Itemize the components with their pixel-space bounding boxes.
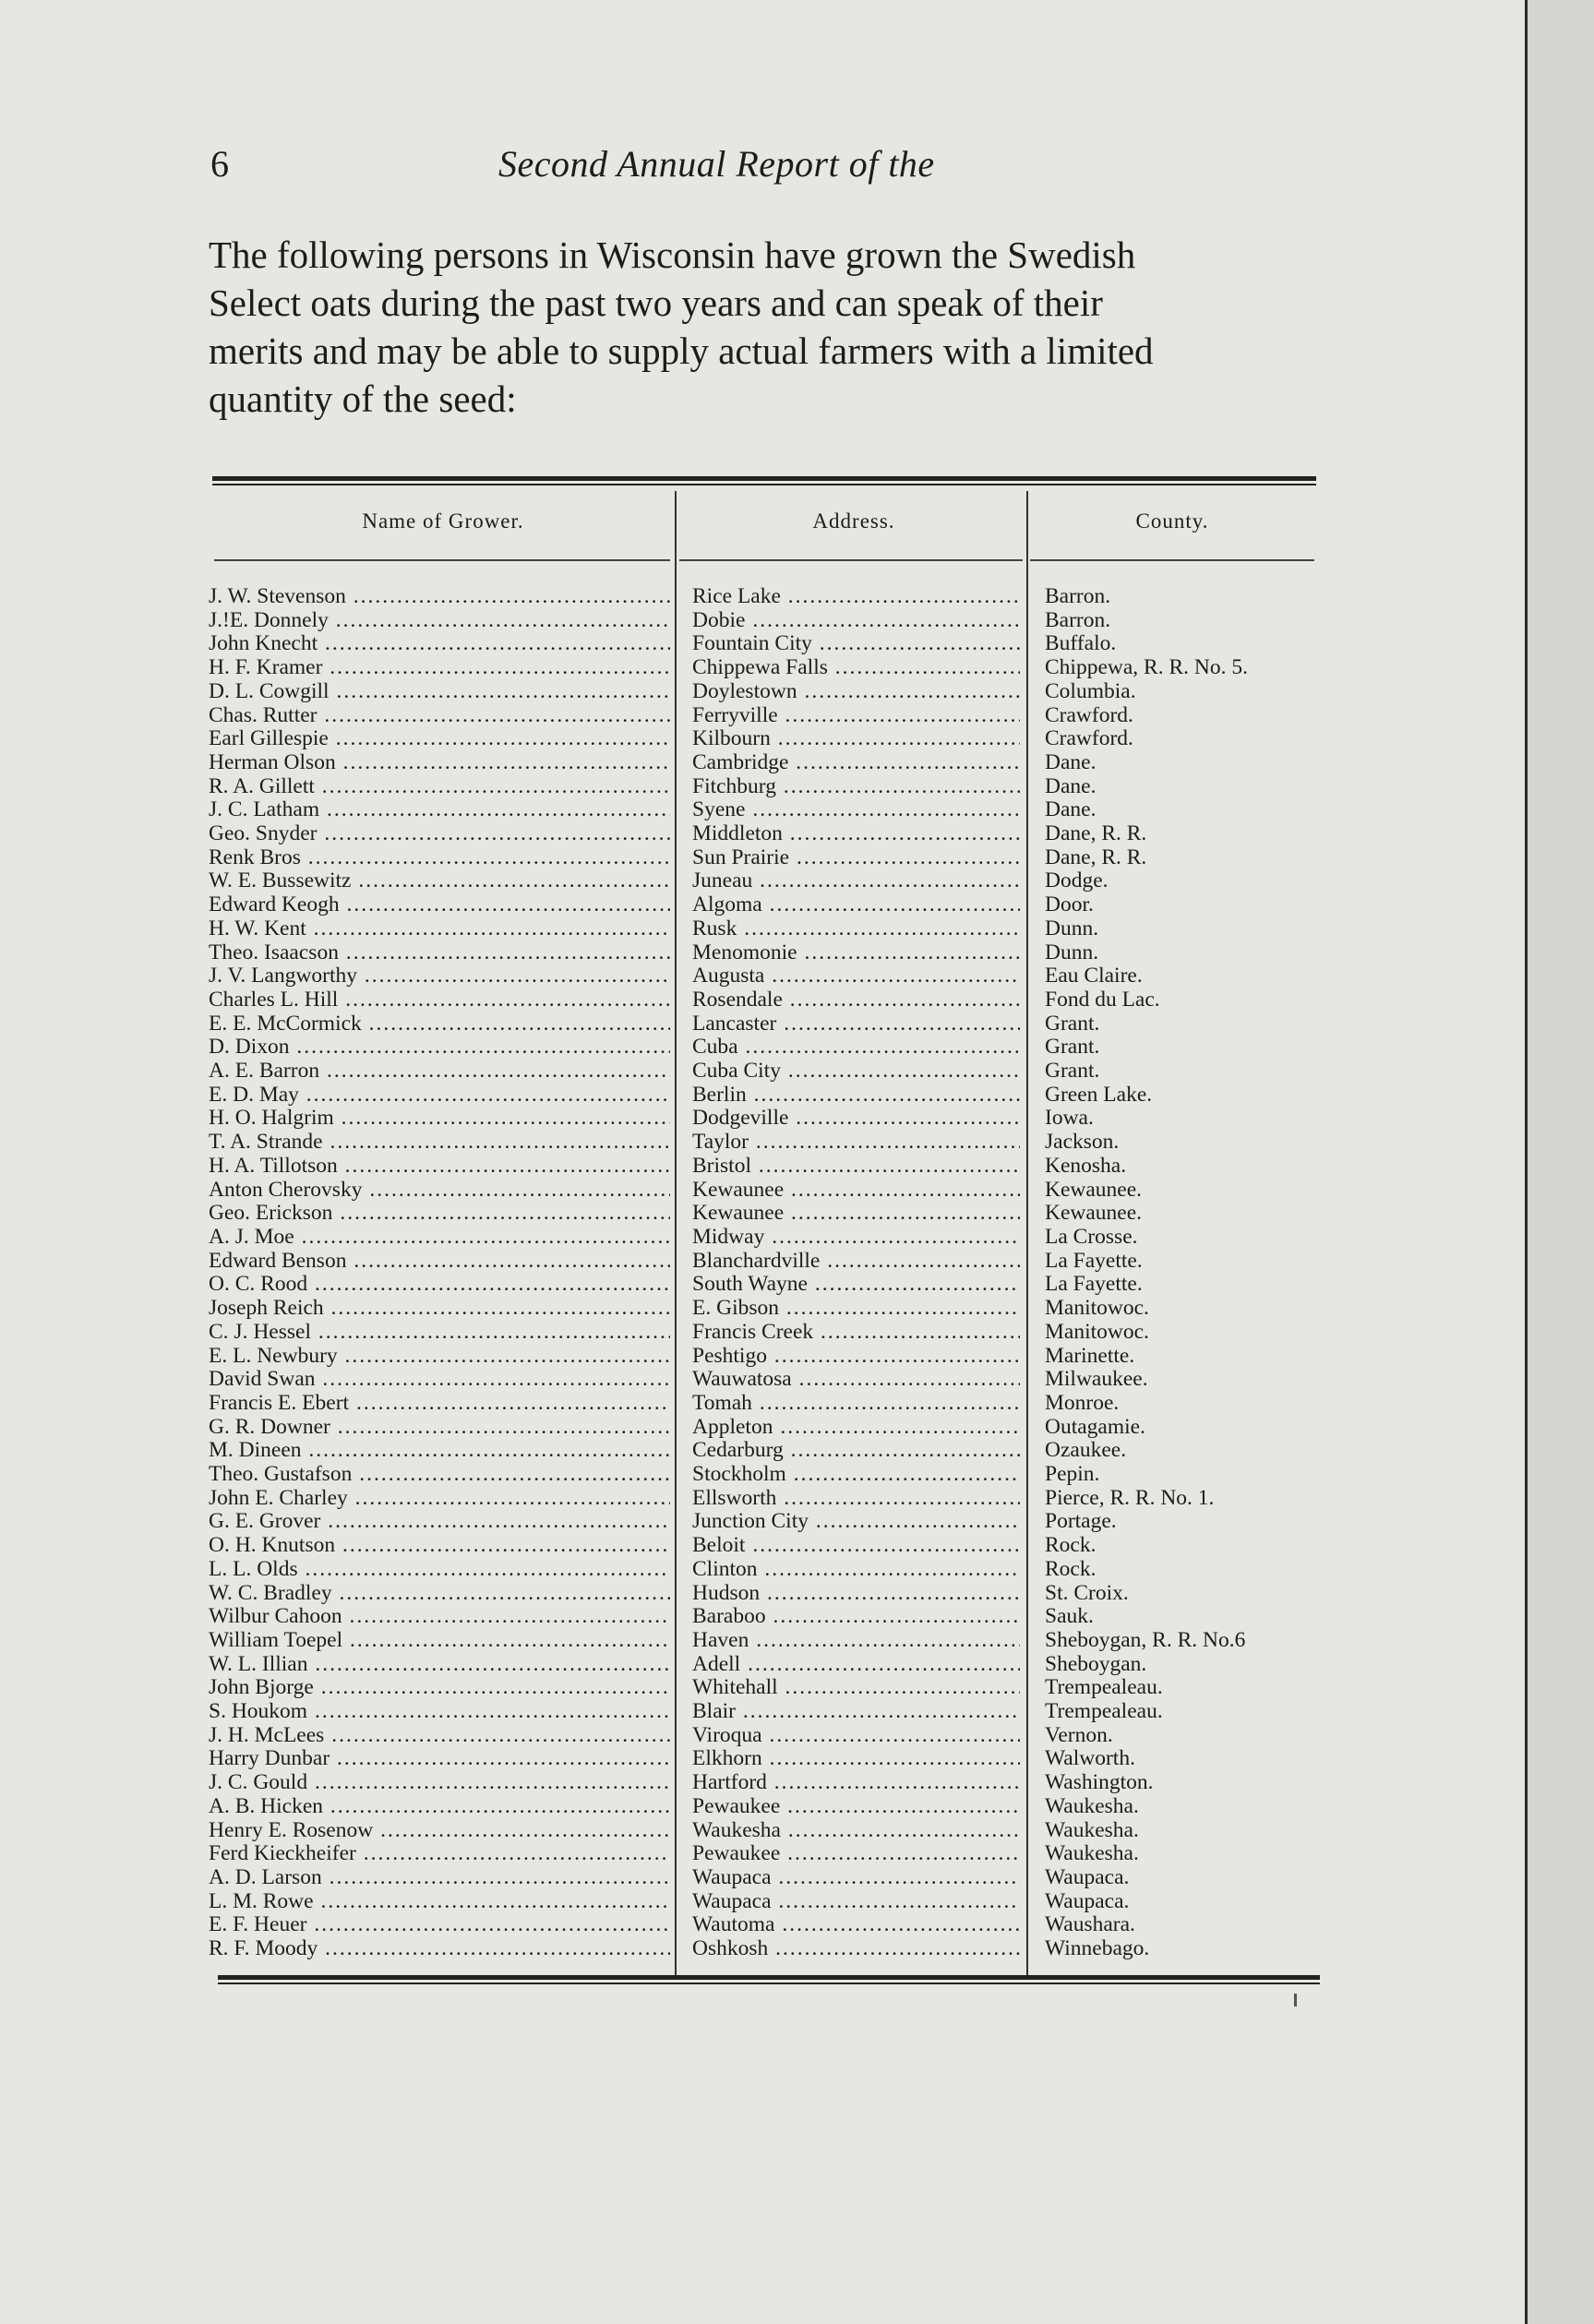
- grower-county: Waukesha.: [1045, 1842, 1139, 1866]
- grower-name: Edward Benson .....: [209, 1250, 670, 1274]
- grower-county: Crawford.: [1045, 727, 1133, 751]
- table-bottom-rule: [218, 1975, 1320, 1980]
- grower-name: A. E. Barron .....: [209, 1060, 670, 1084]
- grower-name: Chas. Rutter .....: [209, 704, 670, 728]
- grower-county: Dunn.: [1045, 916, 1099, 940]
- grower-name: E. E. McCormick .....: [209, 1012, 670, 1036]
- grower-address: Dodgeville .....: [692, 1107, 1020, 1131]
- grower-address: E. Gibson .....: [692, 1297, 1020, 1321]
- grower-name: John Knecht .....: [209, 632, 670, 656]
- grower-address: Waupaca .....: [692, 1890, 1020, 1914]
- grower-address: Chippewa Falls .....: [692, 656, 1020, 680]
- grower-name: J. H. McLees .....: [209, 1724, 670, 1748]
- grower-address: Kilbourn .....: [692, 727, 1020, 751]
- grower-name: D. L. Cowgill .....: [209, 680, 670, 704]
- grower-name: Wilbur Cahoon .....: [209, 1605, 670, 1629]
- grower-name: T. A. Strande .....: [209, 1131, 670, 1155]
- grower-county: Trempealeau.: [1045, 1700, 1163, 1724]
- grower-name: R. F. Moody .....: [209, 1937, 670, 1961]
- grower-county: Kenosha.: [1045, 1154, 1127, 1178]
- grower-county: Pepin.: [1045, 1463, 1100, 1487]
- grower-name: Renk Bros .....: [209, 846, 670, 870]
- grower-address: Baraboo .....: [692, 1605, 1020, 1629]
- grower-county: Walworth.: [1045, 1747, 1135, 1771]
- grower-address: Adell .....: [692, 1653, 1020, 1677]
- grower-address: Midway .....: [692, 1226, 1020, 1250]
- table-top-rule: [212, 476, 1316, 481]
- grower-name: W. L. Illian .....: [209, 1653, 670, 1677]
- grower-county: Kewaunee.: [1045, 1202, 1143, 1226]
- grower-name: Harry Dunbar .....: [209, 1747, 670, 1771]
- grower-county: Sheboygan.: [1045, 1652, 1147, 1676]
- grower-address: Haven .....: [692, 1629, 1020, 1653]
- grower-county: Dane.: [1045, 774, 1097, 798]
- grower-address: Taylor .....: [692, 1131, 1020, 1155]
- column-divider: [1026, 491, 1028, 1975]
- grower-address: Cambridge .....: [692, 751, 1020, 775]
- grower-county: Marinette.: [1045, 1344, 1135, 1368]
- header-underline: [214, 559, 670, 561]
- page-number: 6: [210, 143, 229, 185]
- grower-address: Juneau .....: [692, 869, 1020, 893]
- grower-name: L. L. Olds .....: [209, 1558, 670, 1582]
- grower-address: Rusk .....: [692, 917, 1020, 941]
- grower-address: Appleton .....: [692, 1416, 1020, 1440]
- grower-address: Kewaunee .....: [692, 1179, 1020, 1203]
- grower-address: Sun Prairie .....: [692, 846, 1020, 870]
- header-county: County.: [1135, 509, 1209, 533]
- grower-name: L. M. Rowe .....: [209, 1890, 670, 1914]
- grower-county: Waupaca.: [1045, 1865, 1130, 1889]
- grower-name: E. F. Heuer .....: [209, 1913, 670, 1937]
- grower-name: Geo. Erickson .....: [209, 1202, 670, 1226]
- grower-address: Whitehall .....: [692, 1676, 1020, 1700]
- grower-county: St. Croix.: [1045, 1581, 1129, 1605]
- grower-county: Dodge.: [1045, 869, 1109, 893]
- grower-county: Chippewa, R. R. No. 5.: [1045, 656, 1248, 680]
- grower-name: G. E. Grover .....: [209, 1510, 670, 1534]
- grower-name: D. Dixon .....: [209, 1036, 670, 1060]
- grower-county: Sheboygan, R. R. No.6: [1045, 1628, 1246, 1652]
- grower-address: Peshtigo .....: [692, 1345, 1020, 1369]
- grower-address: Waukesha .....: [692, 1819, 1020, 1843]
- page-edge: [1525, 0, 1528, 2324]
- county-column: [1045, 585, 1322, 1961]
- grower-name: William Toepel .....: [209, 1629, 670, 1653]
- grower-name: Herman Olson .....: [209, 751, 670, 775]
- grower-county: Rock.: [1045, 1557, 1097, 1581]
- grower-county: Winnebago.: [1045, 1937, 1150, 1961]
- grower-county: Barron.: [1045, 585, 1111, 608]
- grower-address: Tomah .....: [692, 1392, 1020, 1416]
- intro-line: Select oats during the past two years and can speak of their: [209, 282, 1103, 324]
- grower-address: Doylestown .....: [692, 680, 1020, 704]
- grower-county: Pierce, R. R. No. 1.: [1045, 1486, 1215, 1510]
- grower-county: Green Lake.: [1045, 1083, 1153, 1107]
- grower-address: Lancaster .....: [692, 1012, 1020, 1036]
- address-column: [692, 585, 1020, 1961]
- grower-name: M. Dineen .....: [209, 1439, 670, 1463]
- grower-address: Menomonie .....: [692, 941, 1020, 965]
- grower-address: Algoma .....: [692, 893, 1020, 917]
- grower-name: R. A. Gillett .....: [209, 775, 670, 799]
- grower-county: Trempealeau.: [1045, 1676, 1163, 1700]
- grower-address: Syene .....: [692, 798, 1020, 822]
- grower-name: O. H. Knutson .....: [209, 1534, 670, 1558]
- grower-name: J. W. Stevenson .....: [209, 585, 670, 609]
- grower-address: Rosendale .....: [692, 988, 1020, 1012]
- grower-address: Viroqua .....: [692, 1724, 1020, 1748]
- grower-name: W. E. Bussewitz .....: [209, 869, 670, 893]
- intro-line: quantity of the seed:: [209, 377, 517, 420]
- grower-name: Francis E. Ebert .....: [209, 1392, 670, 1416]
- grower-county: Manitowoc.: [1045, 1297, 1149, 1321]
- page-margin-shadow: [1528, 0, 1594, 2324]
- grower-name: Anton Cherovsky .....: [209, 1179, 670, 1203]
- grower-county: Milwaukee.: [1045, 1368, 1148, 1392]
- grower-address: Cuba .....: [692, 1036, 1020, 1060]
- grower-name: G. R. Downer .....: [209, 1416, 670, 1440]
- grower-name: J. V. Langworthy .....: [209, 964, 670, 988]
- grower-name: J.!E. Donnely .....: [209, 609, 670, 633]
- grower-county: Buffalo.: [1045, 632, 1117, 656]
- grower-county: Waupaca.: [1045, 1889, 1130, 1913]
- grower-county: Barron.: [1045, 608, 1111, 632]
- grower-county: Portage.: [1045, 1510, 1117, 1534]
- grower-name-column: [209, 585, 670, 1961]
- grower-name: Edward Keogh .....: [209, 893, 670, 917]
- grower-address: Cuba City .....: [692, 1060, 1020, 1084]
- grower-county: Outagamie.: [1045, 1415, 1145, 1439]
- intro-line: merits and may be able to supply actual farmers with a limited: [209, 329, 1154, 372]
- print-mark: [1294, 1994, 1297, 2007]
- header-name-of-grower: Name of Grower.: [362, 509, 524, 533]
- grower-county: Monroe.: [1045, 1391, 1120, 1415]
- grower-name: O. C. Rood .....: [209, 1273, 670, 1297]
- grower-county: Crawford.: [1045, 703, 1133, 727]
- grower-name: A. D. Larson .....: [209, 1866, 670, 1890]
- grower-name: John Bjorge .....: [209, 1676, 670, 1700]
- grower-address: Cedarburg .....: [692, 1439, 1020, 1463]
- grower-name: Ferd Kieckheifer .....: [209, 1842, 670, 1866]
- grower-address: Rice Lake .....: [692, 585, 1020, 609]
- grower-name: Geo. Snyder .....: [209, 822, 670, 846]
- grower-address: Oshkosh .....: [692, 1937, 1020, 1961]
- grower-county: Rock.: [1045, 1534, 1097, 1558]
- grower-name: H. O. Halgrim .....: [209, 1107, 670, 1131]
- grower-county: Waushara.: [1045, 1913, 1135, 1937]
- grower-address: Hartford .....: [692, 1771, 1020, 1795]
- running-title: Second Annual Report of the: [498, 143, 935, 185]
- grower-address: Clinton .....: [692, 1558, 1020, 1582]
- header-underline: [679, 559, 1023, 561]
- grower-name: Joseph Reich .....: [209, 1297, 670, 1321]
- grower-county: Grant.: [1045, 1012, 1100, 1036]
- grower-county: Waukesha.: [1045, 1818, 1139, 1842]
- grower-address: Waupaca .....: [692, 1866, 1020, 1890]
- grower-address: Ellsworth .....: [692, 1487, 1020, 1511]
- grower-county: Dane, R. R.: [1045, 822, 1147, 846]
- grower-address: Wautoma .....: [692, 1913, 1020, 1937]
- table-bottom-rule-thin: [218, 1983, 1320, 1984]
- grower-county: Eau Claire.: [1045, 964, 1143, 988]
- grower-address: Dobie .....: [692, 609, 1020, 633]
- grower-address: Hudson .....: [692, 1582, 1020, 1606]
- grower-county: Fond du Lac.: [1045, 988, 1160, 1012]
- grower-address: Bristol .....: [692, 1155, 1020, 1179]
- grower-address: Ferryville .....: [692, 704, 1020, 728]
- grower-county: La Fayette.: [1045, 1249, 1143, 1273]
- grower-address: Kewaunee .....: [692, 1202, 1020, 1226]
- grower-county: Kewaunee.: [1045, 1178, 1143, 1202]
- grower-county: La Fayette.: [1045, 1273, 1143, 1297]
- grower-county: Grant.: [1045, 1060, 1100, 1084]
- grower-address: Stockholm .....: [692, 1463, 1020, 1487]
- grower-address: Fountain City .....: [692, 632, 1020, 656]
- grower-address: Wauwatosa .....: [692, 1368, 1020, 1392]
- grower-address: Berlin .....: [692, 1084, 1020, 1108]
- grower-address: Blair .....: [692, 1700, 1020, 1724]
- header-address: Address.: [812, 509, 895, 533]
- grower-county: Door.: [1045, 893, 1094, 917]
- intro-line: The following persons in Wisconsin have grown the Swedish: [209, 234, 1136, 276]
- grower-address: Middleton .....: [692, 822, 1020, 846]
- grower-address: South Wayne .....: [692, 1273, 1020, 1297]
- grower-county: Ozaukee.: [1045, 1439, 1127, 1463]
- grower-address: Elkhorn .....: [692, 1747, 1020, 1771]
- grower-county: Columbia.: [1045, 679, 1136, 703]
- grower-name: H. F. Kramer .....: [209, 656, 670, 680]
- grower-county: Dane.: [1045, 750, 1097, 774]
- grower-county: Grant.: [1045, 1036, 1100, 1060]
- grower-address: Fitchburg .....: [692, 775, 1020, 799]
- grower-county: Washington.: [1045, 1771, 1154, 1795]
- grower-address: Junction City .....: [692, 1510, 1020, 1534]
- grower-name: C. J. Hessel .....: [209, 1321, 670, 1345]
- grower-county: Dane.: [1045, 798, 1097, 822]
- grower-name: A. B. Hicken .....: [209, 1795, 670, 1819]
- grower-county: Manitowoc.: [1045, 1320, 1149, 1344]
- grower-address: Pewaukee .....: [692, 1842, 1020, 1866]
- grower-address: Francis Creek .....: [692, 1321, 1020, 1345]
- grower-county: La Crosse.: [1045, 1225, 1138, 1249]
- page-header: [210, 138, 1313, 194]
- intro-paragraph: [209, 231, 1316, 423]
- grower-county: Jackson.: [1045, 1131, 1120, 1155]
- grower-name: Earl Gillespie .....: [209, 727, 670, 751]
- grower-name: W. C. Bradley .....: [209, 1582, 670, 1606]
- grower-address: Pewaukee .....: [692, 1795, 1020, 1819]
- header-underline: [1030, 559, 1314, 561]
- table-top-rule-thin: [212, 484, 1316, 485]
- grower-county: Dane, R. R.: [1045, 845, 1147, 869]
- grower-name: J. C. Latham .....: [209, 798, 670, 822]
- grower-address: Blanchardville .....: [692, 1250, 1020, 1274]
- grower-name: E. D. May .....: [209, 1084, 670, 1108]
- grower-county: Sauk.: [1045, 1605, 1094, 1629]
- grower-name: A. J. Moe .....: [209, 1226, 670, 1250]
- grower-name: H. A. Tillotson .....: [209, 1155, 670, 1179]
- grower-name: Theo. Gustafson .....: [209, 1463, 670, 1487]
- grower-name: S. Houkom .....: [209, 1700, 670, 1724]
- grower-address: Augusta .....: [692, 964, 1020, 988]
- grower-county: Vernon.: [1045, 1723, 1113, 1747]
- grower-name: J. C. Gould .....: [209, 1771, 670, 1795]
- grower-name: H. W. Kent .....: [209, 917, 670, 941]
- column-divider: [675, 491, 677, 1975]
- grower-name: John E. Charley .....: [209, 1487, 670, 1511]
- grower-name: Charles L. Hill .....: [209, 988, 670, 1012]
- grower-county: Iowa.: [1045, 1107, 1094, 1131]
- grower-address: Beloit .....: [692, 1534, 1020, 1558]
- grower-county: Dunn.: [1045, 940, 1099, 964]
- grower-name: Henry E. Rosenow .....: [209, 1819, 670, 1843]
- grower-name: Theo. Isaacson .....: [209, 941, 670, 965]
- grower-name: David Swan .....: [209, 1368, 670, 1392]
- grower-county: Waukesha.: [1045, 1794, 1139, 1818]
- grower-name: E. L. Newbury .....: [209, 1345, 670, 1369]
